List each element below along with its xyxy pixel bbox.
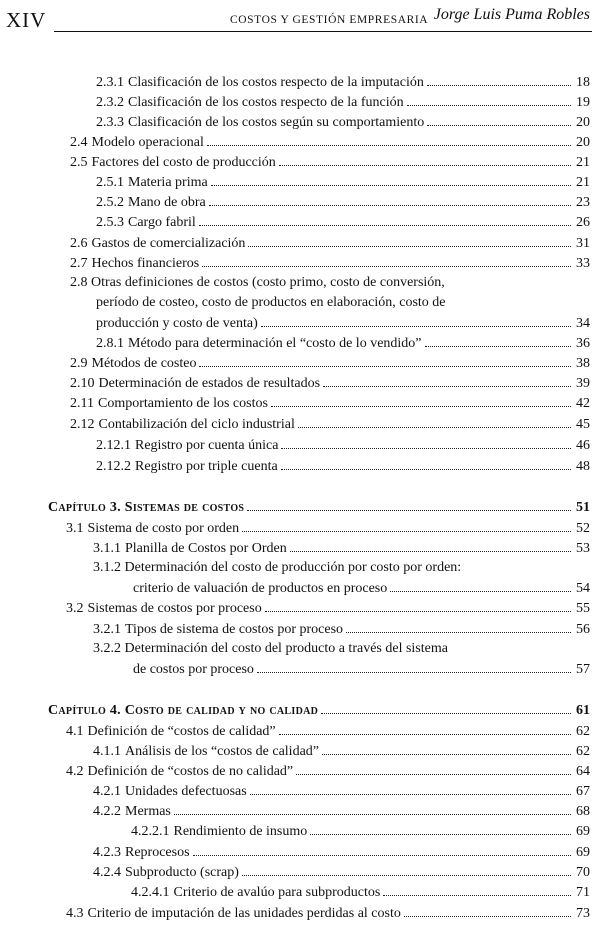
entry-title: Otras definiciones de costos (costo primo, costo de conversión, xyxy=(91,275,445,290)
entry-page: 62 xyxy=(576,724,590,739)
toc-entry[interactable] xyxy=(96,212,590,231)
entry-title-line-2: de costos por proceso xyxy=(133,662,254,677)
toc-entry[interactable] xyxy=(96,92,590,111)
toc-entry[interactable] xyxy=(96,72,590,91)
entry-title: Mermas xyxy=(125,804,171,819)
entry-number: 2.3.3 xyxy=(96,115,124,130)
toc-entry[interactable] xyxy=(66,903,590,922)
toc-entry[interactable] xyxy=(93,842,590,861)
toc-entry-last-line[interactable] xyxy=(133,578,590,597)
entry-page: 19 xyxy=(576,95,590,110)
toc-entry[interactable] xyxy=(66,518,590,537)
entry-number: 2.12.1 xyxy=(96,438,131,453)
entry-title: Definición de “costos de no calidad” xyxy=(87,764,294,779)
leader-dots xyxy=(310,821,571,835)
entry-title: Registro por cuenta única xyxy=(135,438,279,453)
entry-title: Modelo operacional xyxy=(91,135,204,150)
entry-number: 2.11 xyxy=(70,396,94,411)
entry-number: 4.1.1 xyxy=(93,744,121,759)
entry-title: Subproducto (scrap) xyxy=(125,865,239,880)
entry-page: 71 xyxy=(576,885,590,900)
toc-entry-multiline[interactable] xyxy=(93,639,448,658)
leader-dots xyxy=(427,72,571,86)
entry-title: Criterio de imputación de las unidades perdidas al costo xyxy=(87,906,401,921)
leader-dots xyxy=(390,578,571,592)
toc-entry-multiline[interactable] xyxy=(93,558,461,577)
entry-number: 2.4 xyxy=(70,135,88,150)
entry-title: Contabilización del ciclo industrial xyxy=(98,417,295,432)
entry-page: 38 xyxy=(576,356,590,371)
leader-dots xyxy=(271,393,571,407)
entry-title: Métodos de costeo xyxy=(91,356,197,371)
toc-entry[interactable] xyxy=(66,761,590,780)
leader-dots xyxy=(257,659,571,673)
entry-title: Método para determinación el “costo de lo vendido” xyxy=(128,336,422,351)
entry-title: Determinación de estados de resultados xyxy=(98,376,321,391)
entry-number: 4.2.1 xyxy=(93,784,121,799)
leader-dots xyxy=(199,212,571,226)
entry-number: 4.3 xyxy=(66,906,84,921)
leader-dots xyxy=(242,518,571,532)
entry-number: 3.1 xyxy=(66,521,84,536)
leader-dots xyxy=(193,842,571,856)
entry-page: 69 xyxy=(576,824,590,839)
entry-title: Tipos de sistema de costos por proceso xyxy=(125,622,344,637)
toc-entry[interactable] xyxy=(70,373,590,392)
entry-number: 2.9 xyxy=(70,356,88,371)
entry-number: 4.1 xyxy=(66,724,84,739)
author-name: Jorge Luis Puma Robles xyxy=(433,6,590,23)
entry-page: 53 xyxy=(576,541,590,556)
entry-number: 3.2 xyxy=(66,601,84,616)
toc-entry[interactable] xyxy=(70,253,590,272)
entry-number: 2.8.1 xyxy=(96,336,124,351)
entry-page: 18 xyxy=(576,75,590,90)
toc-entry[interactable] xyxy=(70,152,590,171)
toc-entry[interactable] xyxy=(93,538,590,557)
entry-title: Mano de obra xyxy=(128,195,206,210)
entry-title: Clasificación de los costos respecto de la función xyxy=(128,95,404,110)
entry-page: 52 xyxy=(576,521,590,536)
entry-title: Factores del costo de producción xyxy=(91,155,276,170)
toc-entry[interactable] xyxy=(70,132,590,151)
toc-entry-multiline[interactable] xyxy=(70,273,445,292)
entry-title: Gastos de comercialización xyxy=(91,236,246,251)
entry-page: 21 xyxy=(576,155,590,170)
toc-entry[interactable] xyxy=(93,862,590,881)
leader-dots xyxy=(321,700,571,714)
toc-chapter-3[interactable] xyxy=(48,497,590,516)
entry-page: 48 xyxy=(576,459,590,474)
entry-page: 70 xyxy=(576,865,590,880)
entry-number: 4.2.4.1 xyxy=(131,885,170,900)
leader-dots xyxy=(296,761,571,775)
leader-dots xyxy=(261,313,571,327)
entry-title: Hechos financieros xyxy=(91,256,200,271)
entry-number: 2.5.1 xyxy=(96,175,124,190)
toc-entry[interactable] xyxy=(96,192,590,211)
toc-entry[interactable] xyxy=(70,414,590,433)
entry-page: 42 xyxy=(576,396,590,411)
entry-number: 3.2.2 xyxy=(93,641,121,656)
entry-number: 2.5.3 xyxy=(96,215,124,230)
toc-entry[interactable] xyxy=(131,882,590,901)
toc-entry[interactable] xyxy=(93,619,590,638)
leader-dots xyxy=(279,152,571,166)
entry-title: Definición de “costos de calidad” xyxy=(87,724,276,739)
entry-number: 3.1.2 xyxy=(93,560,121,575)
entry-page: 26 xyxy=(576,215,590,230)
entry-page: 20 xyxy=(576,115,590,130)
entry-title: Clasificación de los costos según su comportamiento xyxy=(128,115,425,130)
leader-dots xyxy=(427,112,571,126)
entry-title: Determinación del costo de producción por costo por orden: xyxy=(124,560,462,575)
entry-page: 67 xyxy=(576,784,590,799)
toc-entry[interactable] xyxy=(96,435,590,454)
entry-page: 73 xyxy=(576,906,590,921)
entry-title: Sistemas de costos por proceso xyxy=(87,601,262,616)
leader-dots xyxy=(425,333,571,347)
entry-page: 46 xyxy=(576,438,590,453)
leader-dots xyxy=(250,781,571,795)
entry-title: Análisis de los “costos de calidad” xyxy=(125,744,320,759)
entry-title: Comportamiento de los costos xyxy=(97,396,268,411)
toc-entry[interactable] xyxy=(96,456,590,475)
entry-number: 2.5 xyxy=(70,155,88,170)
entry-number: 2.3.1 xyxy=(96,75,124,90)
toc-entry[interactable] xyxy=(96,172,590,191)
leader-dots xyxy=(346,619,571,633)
entry-title-line-2: período de costeo, costo de productos en elaboración, costo de xyxy=(96,295,446,310)
entry-number: 3.1.1 xyxy=(93,541,121,556)
entry-page: 61 xyxy=(576,703,590,718)
entry-title: Cargo fabril xyxy=(128,215,196,230)
entry-number: 3.2.1 xyxy=(93,622,121,637)
leader-dots xyxy=(322,741,571,755)
leader-dots xyxy=(281,435,571,449)
entry-title: Reprocesos xyxy=(125,845,190,860)
entry-page: 31 xyxy=(576,236,590,251)
toc-chapter-4[interactable] xyxy=(48,700,590,719)
entry-number: 4.2 xyxy=(66,764,84,779)
entry-title: Unidades defectuosas xyxy=(125,784,247,799)
toc-entry[interactable] xyxy=(66,721,590,740)
entry-page: 39 xyxy=(576,376,590,391)
leader-dots xyxy=(207,132,571,146)
entry-page: 69 xyxy=(576,845,590,860)
leader-dots xyxy=(209,192,571,206)
entry-page: 54 xyxy=(576,581,590,596)
entry-number: 4.2.2 xyxy=(93,804,121,819)
leader-dots xyxy=(281,456,571,470)
toc-entry[interactable] xyxy=(70,353,590,372)
entry-number: 2.7 xyxy=(70,256,88,271)
entry-title: Rendimiento de insumo xyxy=(173,824,308,839)
leader-dots xyxy=(242,862,571,876)
entry-title: Criterio de avalúo para subproductos xyxy=(173,885,381,900)
book-title: COSTOS Y GESTIÓN EMPRESARIA xyxy=(230,14,429,26)
entry-page: 56 xyxy=(576,622,590,637)
leader-dots xyxy=(202,253,571,267)
leader-dots xyxy=(323,373,571,387)
entry-number: 2.8 xyxy=(70,275,88,290)
entry-title: Materia prima xyxy=(128,175,208,190)
leader-dots xyxy=(265,598,571,612)
toc-entry[interactable] xyxy=(70,393,590,412)
entry-number: 2.12.2 xyxy=(96,459,131,474)
toc-entry[interactable] xyxy=(93,741,590,760)
entry-page: 20 xyxy=(576,135,590,150)
entry-page: 64 xyxy=(576,764,590,779)
leader-dots xyxy=(248,233,571,247)
entry-page: 34 xyxy=(576,316,590,331)
entry-page: 55 xyxy=(576,601,590,616)
entry-title: Sistema de costo por orden xyxy=(87,521,240,536)
leader-dots xyxy=(211,172,571,186)
toc-entry[interactable] xyxy=(93,801,590,820)
leader-dots xyxy=(199,353,571,367)
leader-dots xyxy=(404,903,571,917)
leader-dots xyxy=(174,801,571,815)
toc-entry[interactable] xyxy=(96,333,590,352)
entry-number: 4.2.2.1 xyxy=(131,824,170,839)
entry-page: 23 xyxy=(576,195,590,210)
entry-title: Clasificación de los costos respecto de la imputación xyxy=(128,75,424,90)
leader-dots xyxy=(247,497,571,511)
entry-number: 2.10 xyxy=(70,376,95,391)
entry-number: 4.2.3 xyxy=(93,845,121,860)
leader-dots xyxy=(290,538,571,552)
toc-entry[interactable] xyxy=(70,233,590,252)
entry-number: 4.2.4 xyxy=(93,865,121,880)
leader-dots xyxy=(407,92,571,106)
page-number: XIV xyxy=(6,8,47,32)
toc-entry[interactable] xyxy=(66,598,590,617)
entry-number: 2.12 xyxy=(70,417,95,432)
toc-entry[interactable] xyxy=(96,112,590,131)
entry-title: Determinación del costo del producto a través del sistema xyxy=(124,641,448,656)
entry-title-line-2: criterio de valuación de productos en proceso xyxy=(133,581,388,596)
leader-dots xyxy=(298,414,571,428)
entry-page: 21 xyxy=(576,175,590,190)
toc-entry[interactable] xyxy=(131,821,590,840)
entry-number: 2.6 xyxy=(70,236,88,251)
entry-page: 33 xyxy=(576,256,590,271)
leader-dots xyxy=(383,882,571,896)
entry-page: 45 xyxy=(576,417,590,432)
toc-entry-last-line[interactable] xyxy=(96,313,590,332)
entry-number: 2.5.2 xyxy=(96,195,124,210)
toc-entry-last-line[interactable] xyxy=(133,659,590,678)
entry-page: 57 xyxy=(576,662,590,677)
entry-title-line-3: producción y costo de venta) xyxy=(96,316,258,331)
entry-page: 51 xyxy=(576,500,590,515)
leader-dots xyxy=(279,721,571,735)
entry-number: 2.3.2 xyxy=(96,95,124,110)
entry-page: 68 xyxy=(576,804,590,819)
entry-title: Registro por triple cuenta xyxy=(135,459,278,474)
entry-page: 36 xyxy=(576,336,590,351)
entry-page: 62 xyxy=(576,744,590,759)
chapter-title: Capítulo 4. Costo de calidad y no calidad xyxy=(48,703,319,718)
chapter-title: Capítulo 3. Sistemas de costos xyxy=(48,500,245,515)
entry-title: Planilla de Costos por Orden xyxy=(125,541,287,556)
toc-entry[interactable] xyxy=(93,781,590,800)
